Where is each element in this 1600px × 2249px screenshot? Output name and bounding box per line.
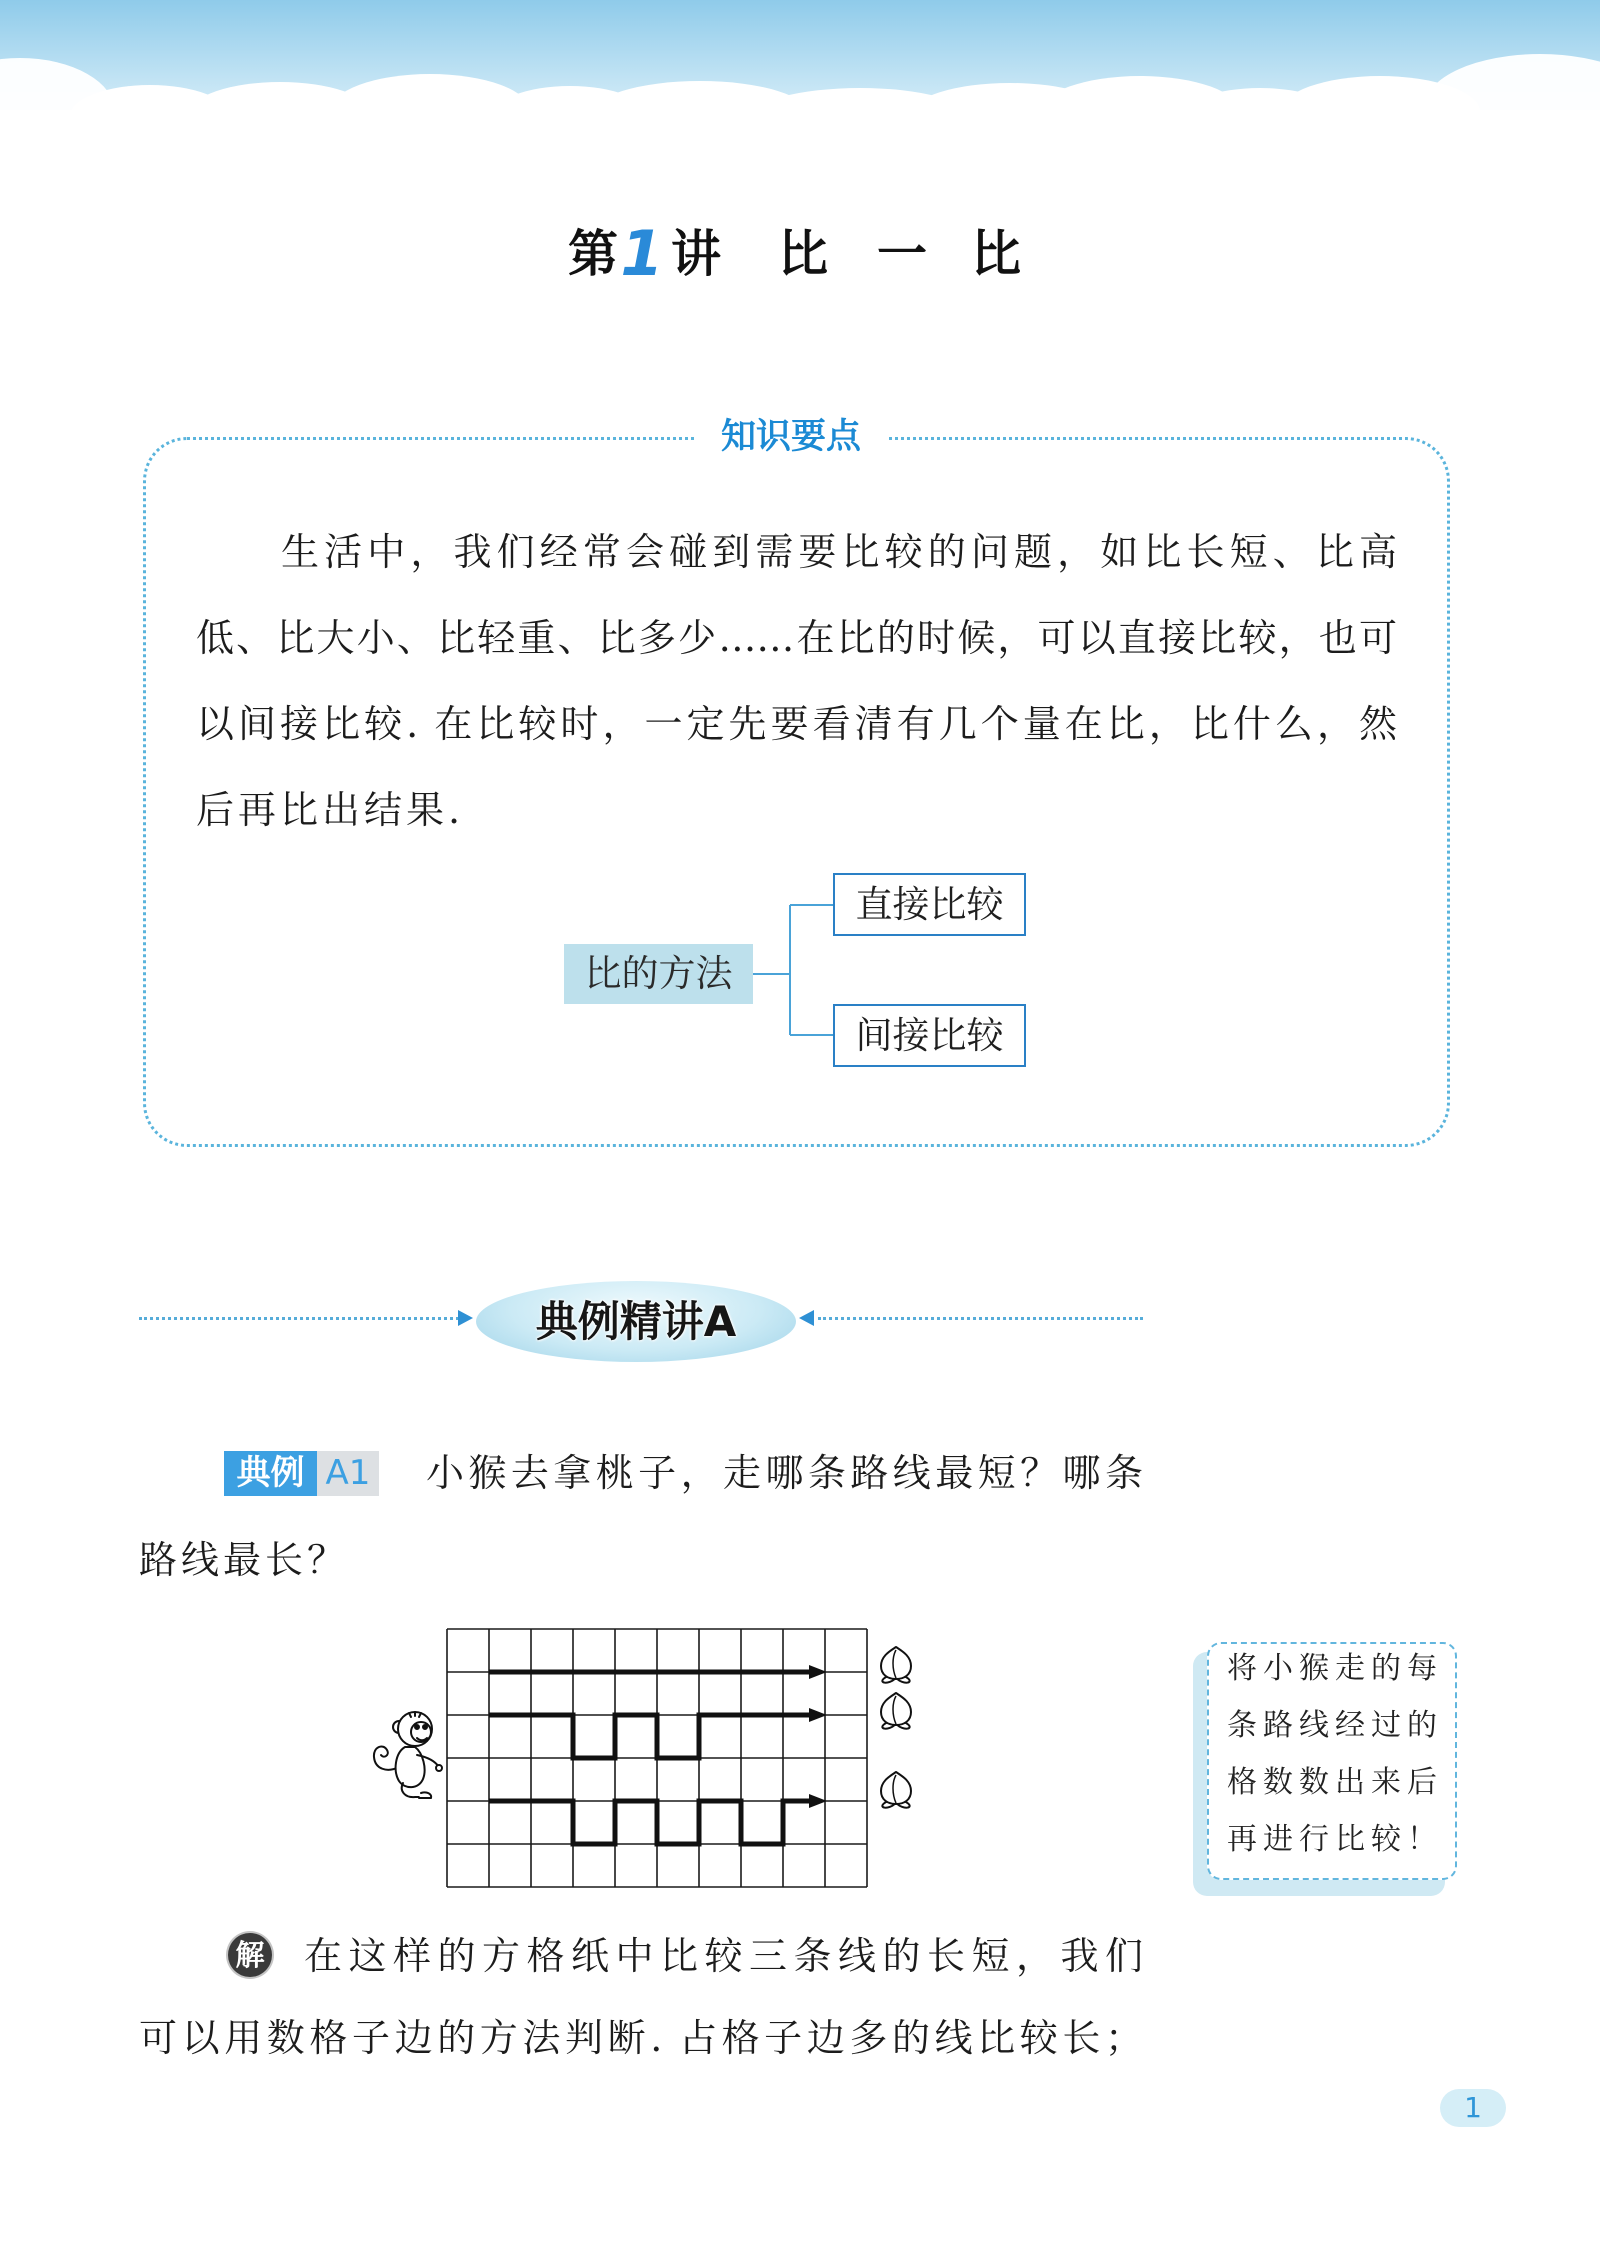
title-word: 比 (778, 224, 828, 283)
peach-icon (881, 1772, 911, 1809)
solution-line: 可以用数格子边的方法判断. 占格子边多的线比较长； (139, 2016, 1143, 2060)
solution-badge: 解 (228, 1933, 272, 1977)
example-tag: 典例 (224, 1451, 317, 1496)
hint-line: 条路线经过的 (1227, 1708, 1437, 1743)
title-suffix: 讲 (671, 224, 721, 283)
paragraph-line: 生活中，我们经常会碰到需要比较的问题，如比长短、比高 (281, 530, 1397, 574)
question-line: 路线最长？ (139, 1538, 350, 1582)
page-number: 1 (1440, 2089, 1506, 2127)
method-indirect-box: 间接比较 (833, 1004, 1026, 1067)
route-2 (489, 1708, 827, 1758)
triangle-left-icon (799, 1310, 814, 1326)
example-number: A1 (317, 1451, 379, 1496)
hint-line: 将小猴走的每 (1227, 1651, 1437, 1686)
knowledge-heading: 知识要点 (696, 412, 886, 462)
title-word: 一 (877, 224, 927, 283)
paragraph-line: 以间接比较. 在比较时，一定先要看清有几个量在比，比什么，然 (196, 702, 1397, 746)
route-figure (350, 1615, 950, 1905)
sky-banner (0, 0, 1600, 130)
paragraph-line: 后再比出结果. (196, 788, 465, 832)
method-direct-box: 直接比较 (833, 873, 1026, 936)
triangle-right-icon (458, 1310, 473, 1326)
section-divider-left (139, 1317, 459, 1320)
question-line: 小猴去拿桃子，走哪条路线最短？哪条 (426, 1451, 1143, 1495)
peach-icon (881, 1647, 911, 1684)
title-word: 比 (971, 224, 1021, 283)
solution-line: 在这样的方格纸中比较三条线的长短，我们 (304, 1934, 1143, 1978)
monkey-icon (374, 1712, 442, 1798)
route-line (489, 1801, 811, 1844)
title-prefix: 第 (568, 224, 618, 283)
peach-icon (881, 1693, 911, 1730)
route-line (489, 1715, 811, 1758)
hint-line: 再进行比较！ (1227, 1822, 1437, 1857)
grid (447, 1629, 867, 1887)
route-1 (489, 1665, 827, 1679)
lesson-number: 1 (620, 217, 664, 290)
section-heading: 典例精讲A (476, 1281, 796, 1362)
hint-line: 格数数出来后 (1227, 1765, 1437, 1800)
section-divider-right (818, 1317, 1143, 1320)
method-root-box: 比的方法 (564, 944, 753, 1004)
paragraph-line: 低、比大小、比轻重、比多少……在比的时候，可以直接比较，也可 (196, 616, 1397, 660)
